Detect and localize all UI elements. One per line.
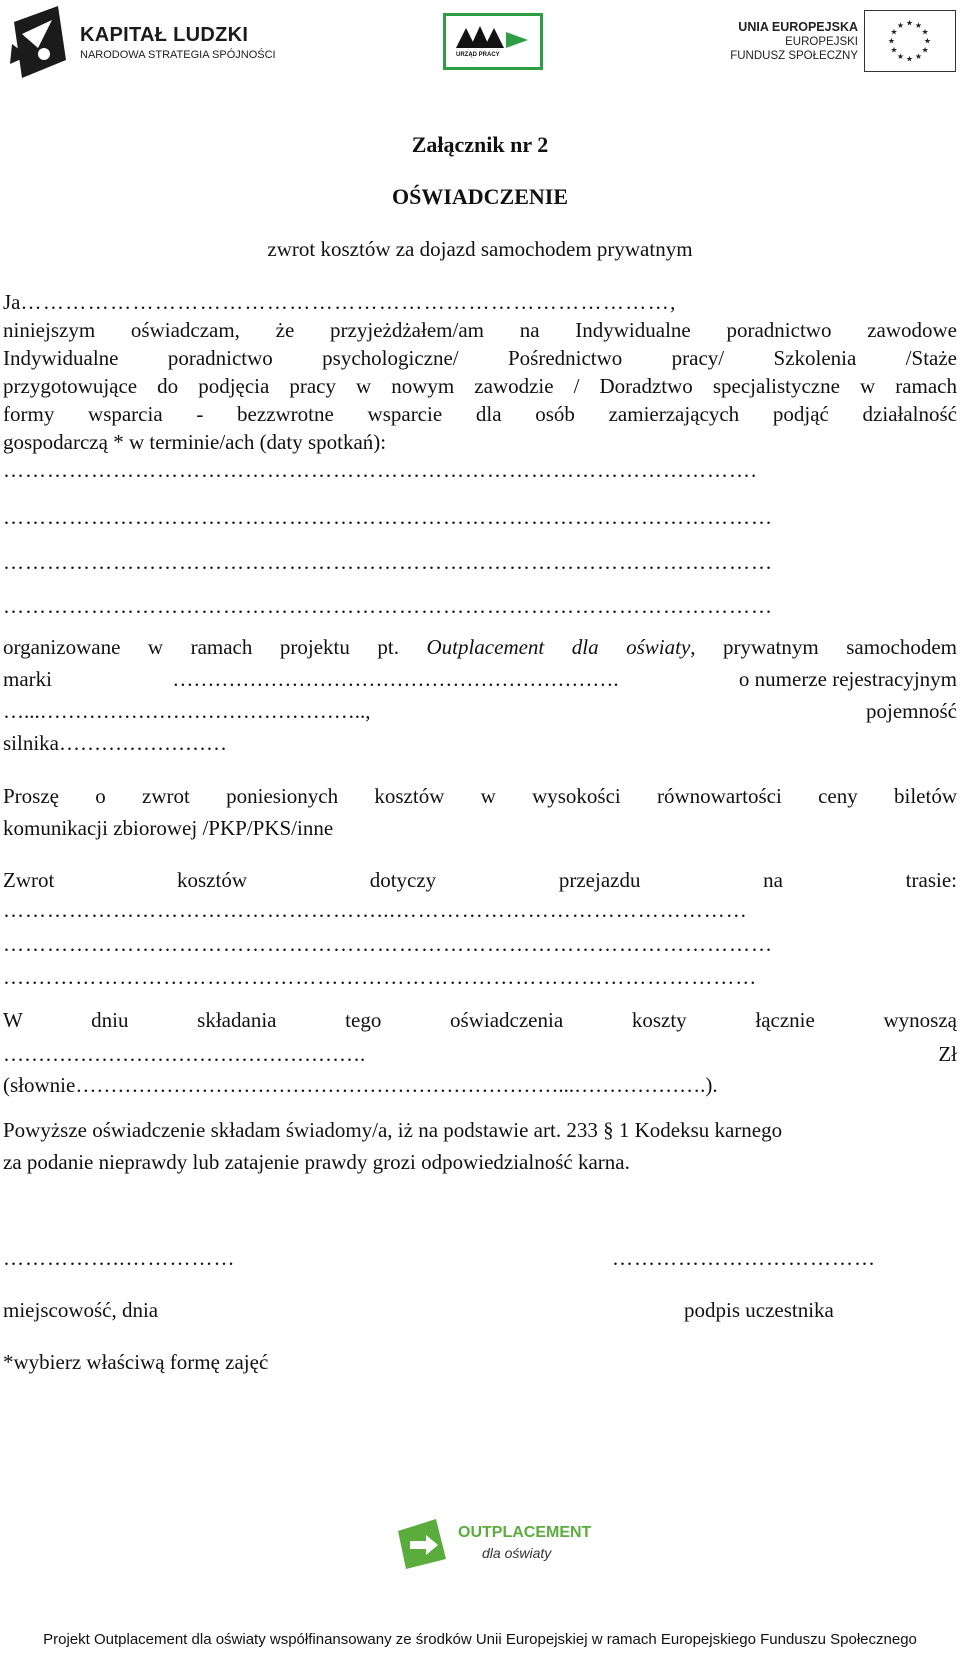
declarant-name-line (3, 288, 957, 317)
route-field-2[interactable]: …………………………………………………………………………………………… (3, 932, 773, 956)
urzad-pracy-label: URZĄD PRACY (456, 52, 500, 58)
kapital-ludzki-logo (8, 4, 276, 80)
place-date-field[interactable]: ……………..…………… (3, 1246, 236, 1270)
amount-in-words-field[interactable]: (słownie……………………………………………………………...……………….). (3, 1073, 718, 1097)
registration-label: o numerze rejestracyjnym (738, 667, 957, 691)
signature-field[interactable]: ……………………………… (612, 1246, 876, 1270)
route-field-1[interactable]: ……………………………………………...………………………………………… (3, 898, 748, 922)
outplacement-logo-line1: OUTPLACEMENT (458, 1524, 592, 1541)
document-subtitle: zwrot kosztów za dojazd samochodem prywatnym (267, 237, 693, 261)
p1-line5: formy wsparcia - bezzwrotne wsparcie dla osób zamierzających podjąć działalność (3, 402, 957, 426)
p5-line2 (3, 1040, 957, 1069)
p2-line3 (3, 697, 957, 726)
outplacement-logo-line2: dla oświaty (482, 1545, 552, 1561)
eu-star-icon: ★ (896, 20, 905, 30)
p2-line2 (3, 665, 957, 694)
eu-star-icon: ★ (890, 27, 898, 37)
p4-line1: Zwrot kosztów dotyczy przejazdu na trasie: (3, 868, 957, 892)
engine-capacity-label: pojemność (866, 699, 957, 723)
urzad-pracy-emblem-icon (446, 16, 540, 67)
engine-capacity-field[interactable]: silnika…………………… (3, 731, 227, 755)
car-brand-field[interactable]: ………………………………………………………. (172, 667, 619, 691)
p1-line4: przygotowujące do podjęcia pracy w nowym zawodzie / Doradztwo specjalistyczne w ramach (3, 374, 957, 398)
meeting-dates-field-3[interactable]: …………………………………………………………………………………………… (3, 550, 773, 574)
kapital-ludzki-title: KAPITAŁ LUDZKI (80, 24, 249, 46)
eu-star-icon: ★ (905, 54, 914, 64)
p1-line3: Indywidualne poradnictwo psychologiczne/ Pośrednictwo pracy/ Szkolenia /Staże (3, 346, 957, 370)
registration-field[interactable]: …...……………………………………….., (3, 699, 371, 723)
urzad-pracy-logo (443, 13, 543, 70)
declarant-prefix: Ja (3, 290, 21, 314)
p1-line2: niniejszym oświadczam, że przyjeżdżałem/am na Indywidualne poradnictwo zawodowe (3, 318, 957, 342)
p3-line2: komunikacji zbiorowej /PKP/PKS/inne (3, 816, 334, 840)
declarant-name-field[interactable]: ……………………………………………………………………………, (20, 290, 677, 314)
outplacement-arrow-icon (396, 1517, 454, 1569)
footnote: *wybierz właściwą formę zajęć (3, 1350, 269, 1374)
meeting-dates-field-1[interactable]: …………………………………………………………………………………………. (3, 458, 758, 482)
meeting-dates-field-4[interactable]: …………………………………………………………………………………………… (3, 594, 773, 618)
p3-line1: Proszę o zwrot poniesionych kosztów w wysokości równowartości ceny biletów (3, 784, 957, 808)
eu-star-icon: ★ (923, 36, 932, 46)
place-date-label: miejscowość, dnia (3, 1298, 159, 1322)
attachment-number: Załącznik nr 2 (411, 132, 549, 157)
eu-star-icon: ★ (896, 52, 905, 62)
eu-text-line3: FUNDUSZ SPOŁECZNY (730, 50, 858, 62)
outplacement-logo (396, 1517, 596, 1583)
document-title: OŚWIADCZENIE (391, 184, 569, 209)
currency-label: Zł (938, 1042, 957, 1066)
meeting-dates-field-2[interactable]: …………………………………………………………………………………………… (3, 505, 773, 529)
p1-line6: gospodarczą * w terminie/ach (daty spotkań): (3, 430, 387, 454)
eu-star-icon: ★ (890, 45, 898, 55)
p2-line1-a: organizowane w ramach projektu pt. (3, 635, 427, 659)
kapital-ludzki-emblem-icon (8, 4, 70, 80)
eu-star-icon: ★ (887, 36, 896, 46)
total-cost-field[interactable]: ……………………………………………. (3, 1042, 366, 1066)
p2-line1-b: , prywatnym samochodem (690, 635, 958, 659)
footer-text: Projekt Outplacement dla oświaty współfinansowany ze środków Unii Europejskiej w ramach Europejskiego Funduszu Społecznego (43, 1631, 917, 1648)
p5-line1: W dniu składania tego oświadczenia koszty łącznie wynoszą (3, 1008, 957, 1032)
p2-line1 (3, 633, 957, 662)
p6-line2: za podanie nieprawdy lub zatajenie prawdy grozi odpowiedzialność karna. (3, 1150, 630, 1174)
eu-star-icon: ★ (905, 18, 914, 28)
eu-text-line1: UNIA EUROPEJSKA (738, 20, 858, 34)
p6-line1: Powyższe oświadczenie składam świadomy/a, iż na podstawie art. 233 § 1 Kodeksu karnego (3, 1118, 783, 1142)
eu-star-icon: ★ (914, 20, 923, 30)
route-field-3[interactable]: ….……………………………………………………………………………………… (3, 965, 758, 989)
eu-star-icon: ★ (914, 52, 923, 62)
kapital-ludzki-subtitle: NARODOWA STRATEGIA SPÓJNOŚCI (80, 49, 276, 61)
project-title: Outplacement dla oświaty (426, 635, 691, 659)
car-brand-label: marki (3, 667, 52, 691)
eu-text-line2: EUROPEJSKI (785, 36, 858, 48)
eu-star-icon: ★ (921, 45, 929, 55)
eu-stars-icon (865, 11, 954, 70)
signature-label: podpis uczestnika (684, 1298, 834, 1322)
eu-star-icon: ★ (921, 27, 929, 37)
eu-flag-icon (864, 10, 956, 72)
